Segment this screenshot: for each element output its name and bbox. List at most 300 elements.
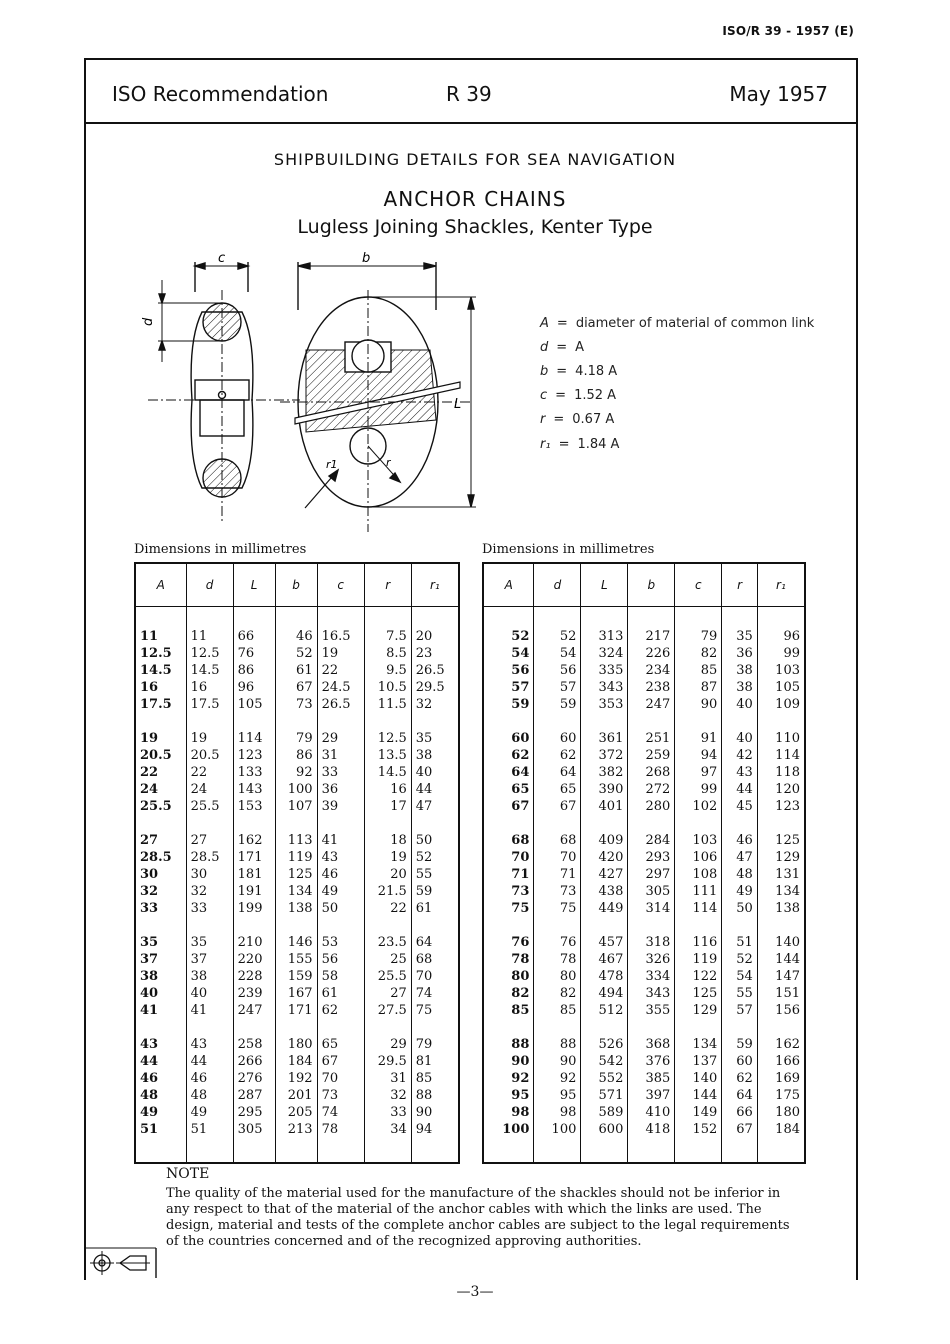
table-cell: 100 <box>534 1121 581 1138</box>
table-cell: 600 <box>581 1121 628 1138</box>
table-cell: 18 <box>364 832 411 849</box>
table-cell: 97 <box>675 764 722 781</box>
table-cell: 48 <box>186 1087 233 1104</box>
column-header: d <box>534 563 581 607</box>
table-cell: 56 <box>534 662 581 679</box>
table-row <box>135 1036 459 1053</box>
table-row <box>135 696 459 713</box>
header-rule <box>84 122 858 124</box>
table-cell: 184 <box>275 1053 317 1070</box>
table-cell: 71 <box>511 867 530 882</box>
table-cell: 67 <box>511 799 530 814</box>
table-cell: 52 <box>275 645 317 662</box>
note-title: NOTE <box>166 1166 210 1182</box>
legend-equals: = <box>556 340 568 355</box>
table-cell: 25.5 <box>140 799 172 814</box>
label-d: d <box>141 317 156 326</box>
table-cell: 90 <box>411 1104 459 1121</box>
table-cell: 51 <box>722 934 757 951</box>
table-cell: 36 <box>722 645 757 662</box>
legend-definition: 1.52 A <box>574 388 617 403</box>
table-cell: 40 <box>140 986 159 1001</box>
label-c: c <box>218 251 226 266</box>
table-cell: 82 <box>511 986 530 1001</box>
column-header: c <box>317 563 364 607</box>
table-row <box>135 764 459 781</box>
table-cell: 68 <box>411 951 459 968</box>
table-cell: 24 <box>140 782 159 797</box>
table-cell: 73 <box>534 883 581 900</box>
table-cell: 70 <box>534 849 581 866</box>
column-header: b <box>628 563 675 607</box>
table-cell: 19 <box>364 849 411 866</box>
table-cell: 60 <box>511 731 530 746</box>
table-cell: 92 <box>534 1070 581 1087</box>
table-row <box>483 900 805 917</box>
column-header: r <box>364 563 411 607</box>
table-cell: 149 <box>675 1104 722 1121</box>
table-cell: 64 <box>722 1087 757 1104</box>
table-cell: 234 <box>628 662 675 679</box>
spacer-row <box>135 713 459 730</box>
table-cell: 74 <box>411 985 459 1002</box>
table-cell: 59 <box>411 883 459 900</box>
table-cell: 37 <box>140 952 159 967</box>
table-cell: 113 <box>275 832 317 849</box>
table-cell: 153 <box>233 798 275 815</box>
table-cell: 76 <box>511 935 530 950</box>
shackle-drawing <box>130 250 490 540</box>
table-cell: 134 <box>675 1036 722 1053</box>
table-cell: 355 <box>628 1002 675 1019</box>
header-iso-recommendation: ISO Recommendation <box>112 82 329 106</box>
table-cell: 239 <box>233 985 275 1002</box>
table-cell: 71 <box>534 866 581 883</box>
table-cell: 140 <box>675 1070 722 1087</box>
spacer-row <box>483 917 805 934</box>
table-cell: 140 <box>757 934 805 951</box>
table-cell: 410 <box>628 1104 675 1121</box>
table-cell: 35 <box>186 934 233 951</box>
table-cell: 44 <box>140 1054 159 1069</box>
table-cell: 70 <box>411 968 459 985</box>
table-cell: 46 <box>317 866 364 883</box>
table-row <box>135 1002 459 1019</box>
table-cell: 44 <box>186 1053 233 1070</box>
legend-equals: = <box>555 388 567 403</box>
legend-symbol: A <box>540 316 549 331</box>
table-row <box>135 1087 459 1104</box>
table-cell: 44 <box>411 781 459 798</box>
table-row <box>135 1121 459 1138</box>
table-row <box>483 849 805 866</box>
table-cell: 368 <box>628 1036 675 1053</box>
table-cell: 67 <box>317 1053 364 1070</box>
table-cell: 35 <box>722 628 757 645</box>
table-row <box>483 781 805 798</box>
table-cell: 226 <box>628 645 675 662</box>
table-cell: 38 <box>186 968 233 985</box>
title-line-2: ANCHOR CHAINS <box>383 187 567 211</box>
table-cell: 318 <box>628 934 675 951</box>
table-cell: 228 <box>233 968 275 985</box>
legend-definition: A <box>575 340 585 355</box>
table-cell: 79 <box>275 730 317 747</box>
table-cell: 28.5 <box>140 850 172 865</box>
table-row <box>483 1070 805 1087</box>
table-cell: 457 <box>581 934 628 951</box>
table-cell: 81 <box>411 1053 459 1070</box>
table-cell: 171 <box>275 1002 317 1019</box>
table-cell: 64 <box>534 764 581 781</box>
table-cell: 40 <box>186 985 233 1002</box>
legend-row <box>540 388 616 403</box>
table-cell: 59 <box>722 1036 757 1053</box>
table-cell: 8.5 <box>364 645 411 662</box>
table-cell: 32 <box>364 1087 411 1104</box>
table-row <box>483 832 805 849</box>
table-cell: 105 <box>233 696 275 713</box>
table-cell: 220 <box>233 951 275 968</box>
table-cell: 80 <box>511 969 530 984</box>
table-cell: 372 <box>581 747 628 764</box>
table-cell: 90 <box>511 1054 530 1069</box>
table-cell: 159 <box>275 968 317 985</box>
table-row <box>483 985 805 1002</box>
table-cell: 143 <box>233 781 275 798</box>
table-cell: 59 <box>534 696 581 713</box>
table-cell: 78 <box>511 952 530 967</box>
table-cell: 96 <box>233 679 275 696</box>
table-cell: 62 <box>722 1070 757 1087</box>
table-cell: 19 <box>317 645 364 662</box>
table-cell: 56 <box>317 951 364 968</box>
table-cell: 251 <box>628 730 675 747</box>
table-cell: 10.5 <box>364 679 411 696</box>
table-cell: 175 <box>757 1087 805 1104</box>
table-cell: 20.5 <box>186 747 233 764</box>
table-cell: 589 <box>581 1104 628 1121</box>
table-row <box>135 900 459 917</box>
table-cell: 180 <box>757 1104 805 1121</box>
table-cell: 41 <box>140 1003 159 1018</box>
table-cell: 213 <box>275 1121 317 1138</box>
table-cell: 38 <box>722 662 757 679</box>
page-number: —3— <box>456 1284 494 1300</box>
legend-definition: 0.67 A <box>572 412 615 427</box>
table-cell: 54 <box>534 645 581 662</box>
table-cell: 110 <box>757 730 805 747</box>
table-cell: 31 <box>364 1070 411 1087</box>
table-cell: 85 <box>411 1070 459 1087</box>
table-cell: 44 <box>722 781 757 798</box>
table-cell: 52 <box>411 849 459 866</box>
table-cell: 33 <box>364 1104 411 1121</box>
table-cell: 284 <box>628 832 675 849</box>
table-cell: 64 <box>511 765 530 780</box>
table-cell: 343 <box>581 679 628 696</box>
table-row <box>483 679 805 696</box>
table-cell: 238 <box>628 679 675 696</box>
table-cell: 199 <box>233 900 275 917</box>
table-cell: 73 <box>317 1087 364 1104</box>
table-cell: 125 <box>675 985 722 1002</box>
table-cell: 28.5 <box>186 849 233 866</box>
table-cell: 20 <box>364 866 411 883</box>
table-row <box>483 730 805 747</box>
table-cell: 151 <box>757 985 805 1002</box>
table-cell: 90 <box>675 696 722 713</box>
table-cell: 129 <box>675 1002 722 1019</box>
table-cell: 171 <box>233 849 275 866</box>
table-cell: 75 <box>511 901 530 916</box>
table-cell: 61 <box>275 662 317 679</box>
table-cell: 11.5 <box>364 696 411 713</box>
table-cell: 20 <box>411 628 459 645</box>
table-cell: 33 <box>317 764 364 781</box>
title-line-1: SHIPBUILDING DETAILS FOR SEA NAVIGATION <box>273 150 677 169</box>
table-cell: 58 <box>317 968 364 985</box>
spacer-row <box>483 1138 805 1163</box>
table-cell: 65 <box>317 1036 364 1053</box>
table-cell: 11 <box>186 628 233 645</box>
table-row <box>483 1053 805 1070</box>
table-cell: 17 <box>364 798 411 815</box>
table-cell: 82 <box>675 645 722 662</box>
table-cell: 62 <box>317 1002 364 1019</box>
table-cell: 217 <box>628 628 675 645</box>
table-cell: 133 <box>233 764 275 781</box>
table-cell: 88 <box>511 1037 530 1052</box>
column-header: L <box>233 563 275 607</box>
table-cell: 552 <box>581 1070 628 1087</box>
table-cell: 21.5 <box>364 883 411 900</box>
table-cell: 467 <box>581 951 628 968</box>
table-cell: 122 <box>675 968 722 985</box>
table-cell: 131 <box>757 866 805 883</box>
table-cell: 376 <box>628 1053 675 1070</box>
table-cell: 184 <box>757 1121 805 1138</box>
table-cell: 114 <box>757 747 805 764</box>
table-cell: 79 <box>675 628 722 645</box>
table-cell: 79 <box>411 1036 459 1053</box>
table-row <box>135 866 459 883</box>
table-row <box>483 1104 805 1121</box>
table-cell: 134 <box>275 883 317 900</box>
table-cell: 287 <box>233 1087 275 1104</box>
table-cell: 88 <box>534 1036 581 1053</box>
table-cell: 52 <box>722 951 757 968</box>
table-cell: 34 <box>364 1121 411 1138</box>
table-cell: 27 <box>186 832 233 849</box>
table-cell: 25.5 <box>364 968 411 985</box>
table-cell: 305 <box>233 1121 275 1138</box>
table-cell: 53 <box>317 934 364 951</box>
table-row <box>135 1053 459 1070</box>
spacer-row <box>483 815 805 832</box>
table-cell: 22 <box>364 900 411 917</box>
table-cell: 102 <box>675 798 722 815</box>
table-cell: 280 <box>628 798 675 815</box>
table-cell: 49 <box>140 1105 159 1120</box>
table-cell: 295 <box>233 1104 275 1121</box>
table-cell: 61 <box>411 900 459 917</box>
table-cell: 210 <box>233 934 275 951</box>
table-row <box>135 781 459 798</box>
table-cell: 36 <box>317 781 364 798</box>
table-cell: 80 <box>534 968 581 985</box>
table-cell: 92 <box>511 1071 530 1086</box>
table-cell: 38 <box>411 747 459 764</box>
table-cell: 120 <box>757 781 805 798</box>
table-row <box>483 968 805 985</box>
table-row <box>135 1070 459 1087</box>
table-cell: 85 <box>534 1002 581 1019</box>
table-cell: 390 <box>581 781 628 798</box>
table-cell: 43 <box>186 1036 233 1053</box>
table-cell: 26.5 <box>317 696 364 713</box>
table-cell: 62 <box>534 747 581 764</box>
table-cell: 24.5 <box>317 679 364 696</box>
table-cell: 43 <box>317 849 364 866</box>
column-header: r₁ <box>411 563 459 607</box>
table-cell: 88 <box>411 1087 459 1104</box>
table-cell: 247 <box>628 696 675 713</box>
table-cell: 259 <box>628 747 675 764</box>
table-row <box>135 968 459 985</box>
table-cell: 92 <box>275 764 317 781</box>
table-cell: 134 <box>757 883 805 900</box>
table-cell: 39 <box>317 798 364 815</box>
label-r: r <box>386 456 391 469</box>
table-cell: 7.5 <box>364 628 411 645</box>
table-cell: 22 <box>317 662 364 679</box>
table-cell: 14.5 <box>364 764 411 781</box>
table-row <box>135 832 459 849</box>
table-cell: 25.5 <box>186 798 233 815</box>
table-cell: 201 <box>275 1087 317 1104</box>
table-row <box>483 662 805 679</box>
table-cell: 409 <box>581 832 628 849</box>
table-cell: 56 <box>511 663 530 678</box>
table-cell: 205 <box>275 1104 317 1121</box>
note-body: The quality of the material used for the manufacture of the shackles should not be inferior in any respect to that of the material of the anchor cables with which the links are used. The design, material and tests of the complete anchor cables are subject to the legal requirements of the countries concerned and of the recognized approving authorities. <box>166 1186 790 1249</box>
table-cell: 478 <box>581 968 628 985</box>
table-cell: 16 <box>364 781 411 798</box>
table-row <box>483 747 805 764</box>
table-cell: 50 <box>722 900 757 917</box>
legend-row <box>540 316 814 331</box>
table-row <box>483 1121 805 1138</box>
table-cell: 138 <box>757 900 805 917</box>
table-cell: 37 <box>186 951 233 968</box>
table-cell: 73 <box>511 884 530 899</box>
table-cell: 41 <box>317 832 364 849</box>
table-cell: 49 <box>186 1104 233 1121</box>
table-cell: 91 <box>675 730 722 747</box>
table-cell: 397 <box>628 1087 675 1104</box>
table-cell: 66 <box>233 628 275 645</box>
table-row <box>483 951 805 968</box>
table-cell: 95 <box>511 1088 530 1103</box>
table-cell: 266 <box>233 1053 275 1070</box>
table-cell: 60 <box>534 730 581 747</box>
table-cell: 48 <box>140 1088 159 1103</box>
table-cell: 94 <box>411 1121 459 1138</box>
table-row <box>135 985 459 1002</box>
table-cell: 59 <box>511 697 530 712</box>
column-header: L <box>581 563 628 607</box>
table-cell: 147 <box>757 968 805 985</box>
table-row <box>483 1036 805 1053</box>
table-cell: 144 <box>757 951 805 968</box>
table-cell: 418 <box>628 1121 675 1138</box>
legend-definition: diameter of material of common link <box>575 316 815 331</box>
table-cell: 87 <box>675 679 722 696</box>
table-cell: 85 <box>511 1003 530 1018</box>
header-number: R 39 <box>446 82 492 106</box>
table-cell: 169 <box>757 1070 805 1087</box>
table-cell: 116 <box>675 934 722 951</box>
table-row <box>135 645 459 662</box>
front-view <box>280 262 476 532</box>
table-cell: 73 <box>275 696 317 713</box>
table-cell: 427 <box>581 866 628 883</box>
table-cell: 119 <box>675 951 722 968</box>
legend-symbol: r₁ <box>540 437 551 452</box>
table-cell: 32 <box>140 884 159 899</box>
column-header: A <box>135 563 186 607</box>
table-cell: 78 <box>317 1121 364 1138</box>
table-cell: 29.5 <box>364 1053 411 1070</box>
legend-equals: = <box>553 412 565 427</box>
table-cell: 76 <box>534 934 581 951</box>
table-cell: 70 <box>511 850 530 865</box>
table-cell: 19 <box>140 731 159 746</box>
table-cell: 46 <box>140 1071 159 1086</box>
table-cell: 74 <box>317 1104 364 1121</box>
table-row <box>483 883 805 900</box>
legend-row <box>540 364 617 379</box>
projection-symbol-icon <box>86 1246 162 1280</box>
spacer-row <box>135 1019 459 1036</box>
table-cell: 86 <box>233 662 275 679</box>
table-cell: 78 <box>534 951 581 968</box>
table-cell: 156 <box>757 1002 805 1019</box>
table-cell: 123 <box>757 798 805 815</box>
table-cell: 41 <box>186 1002 233 1019</box>
table-cell: 75 <box>411 1002 459 1019</box>
table-cell: 23 <box>411 645 459 662</box>
legend-row <box>540 437 619 452</box>
column-header: d <box>186 563 233 607</box>
table-cell: 55 <box>722 985 757 1002</box>
table-cell: 94 <box>675 747 722 764</box>
table-cell: 22 <box>140 765 159 780</box>
table-cell: 100 <box>275 781 317 798</box>
table-cell: 137 <box>675 1053 722 1070</box>
table-cell: 29 <box>317 730 364 747</box>
table-cell: 61 <box>317 985 364 1002</box>
table-cell: 38 <box>140 969 159 984</box>
table-cell: 103 <box>757 662 805 679</box>
table-cell: 32 <box>411 696 459 713</box>
table-cell: 52 <box>511 629 530 644</box>
table-cell: 268 <box>628 764 675 781</box>
table-cell: 305 <box>628 883 675 900</box>
dimensions-table-right <box>482 562 806 1164</box>
table-row <box>483 1002 805 1019</box>
